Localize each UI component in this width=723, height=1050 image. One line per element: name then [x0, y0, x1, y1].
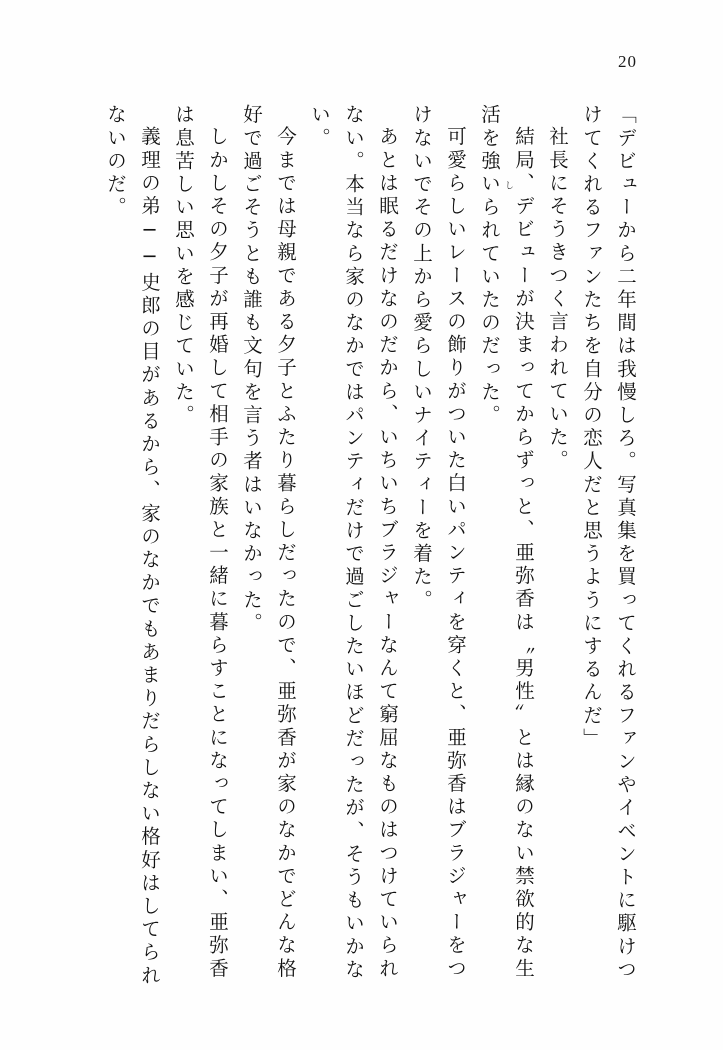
ruby-text: し — [503, 180, 513, 190]
text-line: 「デビューから二年間は我慢しろ。写真集を買ってくれるファンやイベントに駆けつ — [614, 104, 637, 982]
text-line: 好で過ごそうとも誰も文句を言う者はいなかった。 — [240, 104, 263, 636]
text-line: 結局、デビューが決まってからずっと、亜弥香は〝男性〟とは縁のない禁欲的な生 — [512, 126, 535, 981]
ruby-base: い し — [478, 173, 513, 197]
vertical-text-body — [96, 104, 637, 988]
text-line: けないでその上から愛らしいナイティーを着た。 — [410, 104, 433, 613]
text-line: けてくれるファンたちを自分の恋人だと思うようにするんだ」 — [580, 104, 603, 751]
text-line: は息苦しい思いを感じていた。 — [172, 104, 195, 428]
text-line: 社長にそうきつく言われていた。 — [546, 126, 569, 473]
text-line: あとは眠るだけなのだから、いちいちブラジャーなんて窮屈なものはつけていられ — [376, 126, 399, 981]
text-line: しかしその夕子が再婚して相手の家族と一緒に暮らすことになってしまい、亜弥香 — [206, 126, 229, 981]
text-line: ない。本当なら家のなかではパンティだけで過ごしたいほどだったが、そうもいかな — [342, 104, 365, 982]
text-line: 可愛らしいレースの飾りがついた白いパンティを穿くと、亜弥香はブラジャーをつ — [444, 126, 467, 981]
text-line: 活を強い し られていたのだった。 — [478, 104, 513, 428]
text-line: い。 — [308, 104, 331, 151]
text-line: ないのだ。 — [104, 104, 127, 220]
page-number: 20 — [618, 52, 637, 71]
text-line: 義理の弟──史郎の目があるから、家のなかでもあまりだらしない格好はしてられ — [138, 126, 161, 988]
text-line: 今までは母親である夕子とふたり暮らしだったので、亜弥香が家のなかでどんな格 — [274, 126, 297, 981]
